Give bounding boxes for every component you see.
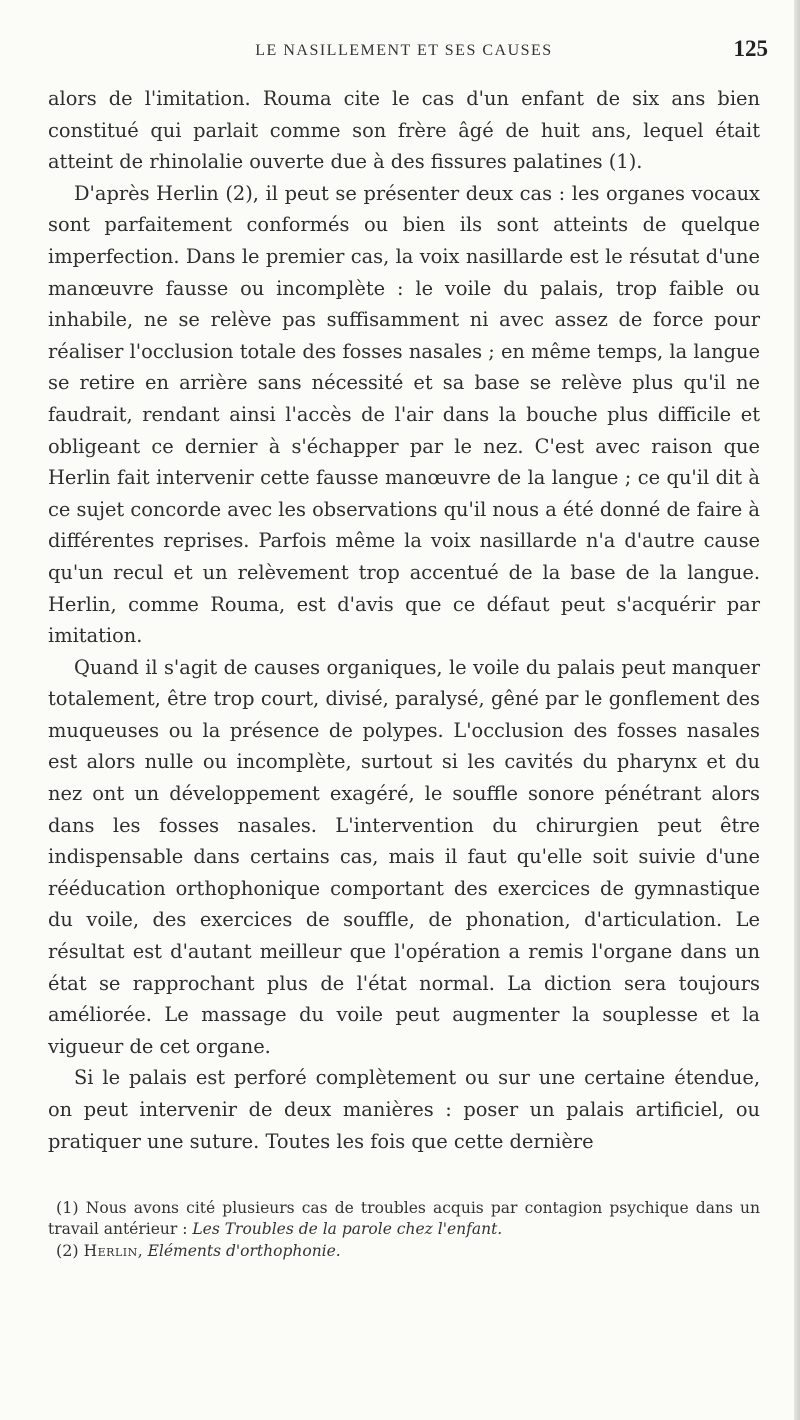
page-header	[48, 36, 768, 70]
footnote-1	[48, 1197, 760, 1240]
body-text	[48, 83, 760, 1157]
paragraph-2: D'après Herlin (2), il peut se présenter deux cas : les organes vocaux sont parfaitement conformés ou bien ils sont atteints de quelque imperfection. Dans le premier cas, la voix nasillarde est le résutat d'une manœuvre fausse ou incomplète : le voile du palais, trop faible ou inhabile, ne se relève pas suffisamment ni avec assez de force pour réaliser l'occlusion totale des fosses nasales ; en même temps, la langue se retire en arrière sans nécessité et sa base se relève plus qu'il ne faudrait, rendant ainsi l'accès de l'air dans la bouche plus difficile et obligeant ce dernier à s'échapper par le nez. C'est avec raison que Herlin fait intervenir cette fausse manœuvre de la langue ; ce qu'il dit à ce sujet concorde avec les observations qu'il nous a été donné de faire à différentes reprises. Parfois même la voix nasillarde n'a d'autre cause qu'un recul et un relèvement trop accentué de la base de la langue. Herlin, comme Rouma, est d'avis que ce défaut peut s'acquérir par imitation.	[48, 181, 760, 648]
paragraph-1: alors de l'imitation. Rouma cite le cas d'un enfant de six ans bien constitué qui parlait comme son frère âgé de huit ans, lequel était atteint de rhinolalie ouverte due à des fissures palatines (1).	[48, 87, 760, 174]
footnote-1-text: Nous avons cité plusieurs cas de troubles acquis par contagion psychique dans un travail antérieur :	[48, 1199, 760, 1238]
footnote-1-marker: (1)	[56, 1198, 79, 1217]
footnote-2-marker: (2)	[56, 1241, 79, 1260]
footnotes	[48, 1197, 760, 1262]
paragraph-3: Quand il s'agit de causes organiques, le voile du palais peut manquer totalement, être trop court, divisé, paralysé, gêné par le gonflement des muqueuses ou la présence de polypes. L'occlusion des fosses nasales est alors nulle ou incomplète, surtout si les cavités du pharynx et du nez ont un développement exagéré, le souffle sonore pénétrant alors dans les fosses nasales. L'intervention du chirurgien peut être indispensable dans certains cas, mais il faut qu'elle soit suivie d'une rééducation orthophonique comportant des exercices de gymnastique du voile, des exercices de souffle, de phonation, d'articulation. Le résultat est d'autant meilleur que l'opération a remis l'organe dans un état se rapprochant plus de l'état normal. La diction sera toujours améliorée. Le massage du voile peut augmenter la souplesse et la vigueur de cet organe.	[48, 655, 760, 1058]
footnote-2	[48, 1240, 760, 1262]
footnote-2-author: Herlin	[83, 1242, 138, 1260]
page-edge-shadow	[794, 0, 800, 1420]
footnote-2-work-title: Eléments d'orthophonie.	[147, 1242, 341, 1260]
paragraph-4: Si le palais est perforé complètement ou sur une certaine étendue, on peut intervenir de deux manières : poser un palais artificiel, ou pratiquer une suture. Toutes les fois que cette dernière	[48, 1066, 760, 1153]
footnote-2-separator: ,	[137, 1242, 148, 1260]
footnote-1-work-title: Les Troubles de la parole chez l'enfant.	[192, 1220, 503, 1238]
running-title: LE NASILLEMENT ET SES CAUSES	[255, 42, 553, 59]
page-number: 125	[733, 36, 768, 61]
